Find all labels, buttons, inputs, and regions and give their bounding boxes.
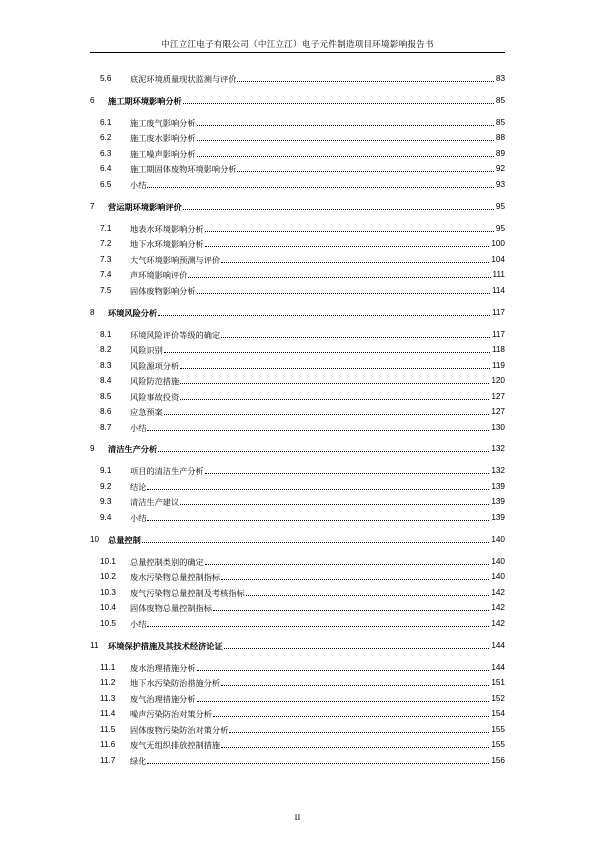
- toc-entry-page: 118: [491, 345, 505, 354]
- toc-entry-page: 139: [491, 482, 505, 491]
- toc-entry-page: 155: [491, 740, 505, 749]
- toc-entry-title: 环境风险分析: [108, 308, 158, 318]
- toc-entry-title: 废气治理措施分析: [130, 694, 196, 704]
- toc-section-entry[interactable]: [90, 752, 505, 766]
- page-number: II: [294, 812, 301, 822]
- toc-dot-leader: [180, 399, 489, 400]
- toc-entry-number: 7.2: [100, 239, 112, 248]
- toc-entry-number: 6.3: [100, 149, 112, 158]
- toc-dot-leader: [147, 489, 489, 490]
- toc-dot-leader: [180, 383, 489, 384]
- toc-dot-leader: [197, 293, 490, 294]
- toc-section-entry[interactable]: [90, 266, 505, 280]
- toc-section-entry[interactable]: [90, 509, 505, 523]
- toc-section-entry[interactable]: [90, 129, 505, 143]
- toc-entry-page: 132: [491, 444, 505, 453]
- toc-section-entry[interactable]: [90, 220, 505, 234]
- toc-entry-title: 风险防范措施: [130, 376, 180, 386]
- toc-dot-leader: [237, 81, 493, 82]
- toc-entry-number: 11.5: [100, 725, 116, 734]
- toc-entry-title: 风险源项分析: [130, 361, 180, 371]
- toc-section-entry[interactable]: [90, 176, 505, 190]
- toc-section-entry[interactable]: [90, 721, 505, 735]
- toc-dot-leader: [183, 209, 494, 210]
- toc-entry-title: 营运期环境影响评价: [108, 202, 182, 212]
- toc-dot-leader: [197, 156, 494, 157]
- toc-entry-page: 144: [491, 641, 505, 650]
- toc-entry-number: 6.1: [100, 118, 112, 127]
- toc-entry-number: 8.1: [100, 330, 112, 339]
- toc-entry-title: 绿化: [130, 756, 147, 766]
- toc-entry-number: 11.3: [100, 694, 116, 703]
- toc-section-entry[interactable]: [90, 615, 505, 629]
- toc-entry-number: 11.2: [100, 678, 116, 687]
- toc-entry-page: 111: [492, 270, 505, 279]
- toc-entry-number: 8.5: [100, 392, 112, 401]
- toc-entry-number: 9.1: [100, 466, 112, 475]
- toc-entry-number: 10.3: [100, 588, 116, 597]
- toc-entry-page: 88: [495, 133, 505, 142]
- toc-entry-page: 151: [491, 678, 505, 687]
- toc-entry-title: 环境风险评价等级的确定: [130, 330, 221, 340]
- toc-entry-page: 156: [491, 756, 505, 765]
- toc-entry-number: 8: [90, 308, 95, 317]
- toc-entry-number: 11.4: [100, 709, 116, 718]
- toc-section-entry[interactable]: [90, 462, 505, 476]
- toc-dot-leader: [221, 337, 490, 338]
- toc-entry-title: 地表水环境影响分析: [130, 224, 204, 234]
- toc-entry-title: 大气环境影响预测与评价: [130, 255, 221, 265]
- toc-dot-leader: [147, 626, 489, 627]
- toc-section-entry[interactable]: [90, 553, 505, 567]
- toc-chapter-entry[interactable]: [90, 92, 505, 106]
- toc-entry-number: 9.4: [100, 513, 112, 522]
- toc-dot-leader: [197, 125, 494, 126]
- toc-entry-page: 140: [491, 572, 505, 581]
- toc-dot-leader: [221, 262, 489, 263]
- toc-dot-leader: [237, 171, 493, 172]
- toc-chapter-entry[interactable]: [90, 531, 505, 545]
- toc-entry-number: 6.5: [100, 180, 112, 189]
- toc-entry-page: 95: [495, 224, 505, 233]
- toc-dot-leader: [147, 430, 489, 431]
- toc-entry-page: 139: [491, 497, 505, 506]
- toc-entry-title: 清洁生产建议: [130, 497, 180, 507]
- toc-entry-number: 9: [90, 444, 95, 453]
- toc-entry-page: 85: [495, 96, 505, 105]
- toc-dot-leader: [158, 315, 490, 316]
- toc-entry-title: 施工废水影响分析: [130, 133, 196, 143]
- toc-entry-page: 100: [491, 239, 505, 248]
- toc-entry-title: 地下水环境影响分析: [130, 239, 204, 249]
- toc-entry-page: 132: [491, 466, 505, 475]
- toc-entry-page: 140: [491, 535, 505, 544]
- toc-entry-title: 固体废物总量控制指标: [130, 603, 212, 613]
- toc-entry-title: 小结: [130, 513, 147, 523]
- toc-entry-page: 117: [491, 308, 505, 317]
- toc-entry-number: 8.3: [100, 361, 112, 370]
- toc-dot-leader: [205, 246, 490, 247]
- toc-entry-number: 6: [90, 96, 95, 105]
- toc-dot-leader: [188, 277, 490, 278]
- toc-entry-page: 85: [495, 118, 505, 127]
- toc-dot-leader: [221, 747, 489, 748]
- toc-dot-leader: [205, 231, 494, 232]
- toc-entry-number: 5.6: [100, 74, 112, 83]
- toc-section-entry[interactable]: [90, 160, 505, 174]
- toc-dot-leader: [221, 579, 489, 580]
- toc-dot-leader: [224, 648, 490, 649]
- toc-section-entry[interactable]: [90, 705, 505, 719]
- toc-entry-title: 废水治理措施分析: [130, 663, 196, 673]
- toc-section-entry[interactable]: [90, 70, 505, 84]
- toc-entry-number: 10.2: [100, 572, 116, 581]
- toc-dot-leader: [213, 716, 489, 717]
- toc-entry-number: 7.1: [100, 224, 112, 233]
- toc-entry-page: 117: [491, 330, 505, 339]
- toc-entry-number: 10.4: [100, 603, 116, 612]
- toc-entry-number: 8.6: [100, 407, 112, 416]
- toc-entry-title: 底泥环境质量现状监测与评价: [130, 74, 237, 84]
- toc-section-entry[interactable]: [90, 326, 505, 340]
- toc-entry-title: 废气无组织排放控制措施: [130, 740, 221, 750]
- toc-entry-page: 152: [491, 694, 505, 703]
- toc-entry-title: 废水污染物总量控制指标: [130, 572, 221, 582]
- toc-entry-number: 7: [90, 202, 95, 211]
- toc-dot-leader: [205, 564, 490, 565]
- toc-section-entry[interactable]: [90, 493, 505, 507]
- toc-entry-title: 施工期环境影响分析: [108, 96, 182, 106]
- toc-entry-title: 地下水污染防治措施分析: [130, 678, 221, 688]
- toc-section-entry[interactable]: [90, 659, 505, 673]
- toc-chapter-entry[interactable]: [90, 198, 505, 212]
- toc-entry-number: 10: [90, 535, 100, 544]
- toc-entry-page: 119: [491, 361, 505, 370]
- toc-dot-leader: [158, 451, 489, 452]
- toc-chapter-entry[interactable]: [90, 440, 505, 454]
- toc-entry-number: 8.2: [100, 345, 112, 354]
- toc-chapter-entry[interactable]: [90, 304, 505, 318]
- toc-dot-leader: [221, 685, 489, 686]
- toc-entry-number: 10.1: [100, 557, 116, 566]
- toc-entry-page: 142: [491, 603, 505, 612]
- toc-entry-page: 127: [491, 407, 505, 416]
- toc-section-entry[interactable]: [90, 736, 505, 750]
- toc-section-entry[interactable]: [90, 251, 505, 265]
- toc-dot-leader: [147, 520, 489, 521]
- toc-entry-title: 清洁生产分析: [108, 444, 158, 454]
- toc-entry-number: 9.2: [100, 482, 112, 491]
- toc-dot-leader: [164, 352, 490, 353]
- toc-dot-leader: [164, 414, 490, 415]
- toc-entry-number: 9.3: [100, 497, 112, 506]
- toc-entry-page: 142: [491, 619, 505, 628]
- toc-entry-title: 项目的清洁生产分析: [130, 466, 204, 476]
- toc-entry-title: 风险识别: [130, 345, 163, 355]
- toc-entry-title: 施工期固体废物环境影响分析: [130, 164, 237, 174]
- toc-entry-page: 155: [491, 725, 505, 734]
- toc-entry-title: 应急预案: [130, 407, 163, 417]
- toc-section-entry[interactable]: [90, 388, 505, 402]
- toc-dot-leader: [229, 732, 489, 733]
- toc-section-entry[interactable]: [90, 114, 505, 128]
- toc-section-entry[interactable]: [90, 282, 505, 296]
- toc-entry-page: 144: [491, 663, 505, 672]
- page-header-title: 中江立江电子有限公司（中江立江）电子元件制造项目环境影响报告书: [161, 40, 434, 50]
- toc-dot-leader: [180, 368, 490, 369]
- toc-chapter-entry[interactable]: [90, 637, 505, 651]
- toc-dot-leader: [205, 473, 490, 474]
- toc-entry-number: 7.3: [100, 255, 112, 264]
- toc-dot-leader: [197, 670, 490, 671]
- toc-entry-title: 小结: [130, 180, 147, 190]
- toc-section-entry[interactable]: [90, 145, 505, 159]
- toc-entry-title: 废气污染物总量控制及考核指标: [130, 588, 245, 598]
- toc-entry-title: 小结: [130, 619, 147, 629]
- toc-entry-number: 6.4: [100, 164, 112, 173]
- toc-entry-title: 风险事故投资: [130, 392, 180, 402]
- toc-entry-page: 154: [491, 709, 505, 718]
- toc-entry-page: 142: [491, 588, 505, 597]
- toc-entry-title: 总量控制类别的确定: [130, 557, 204, 567]
- toc-entry-number: 10.5: [100, 619, 116, 628]
- toc-entry-title: 噪声污染防治对策分析: [130, 709, 212, 719]
- toc-entry-page: 130: [491, 423, 505, 432]
- toc-section-entry[interactable]: [90, 478, 505, 492]
- toc-entry-page: 140: [491, 557, 505, 566]
- toc-entry-title: 固体废物污染防治对策分析: [130, 725, 229, 735]
- toc-dot-leader: [147, 187, 494, 188]
- toc-entry-number: 11.6: [100, 740, 116, 749]
- toc-dot-leader: [142, 542, 490, 543]
- toc-section-entry[interactable]: [90, 690, 505, 704]
- toc-entry-number: 11.1: [100, 663, 116, 672]
- toc-entry-title: 施工噪声影响分析: [130, 149, 196, 159]
- toc-entry-title: 结论: [130, 482, 147, 492]
- toc-dot-leader: [213, 610, 489, 611]
- toc-section-entry[interactable]: [90, 403, 505, 417]
- toc-entry-page: 120: [491, 376, 505, 385]
- toc-entry-title: 声环境影响评价: [130, 270, 188, 280]
- toc-dot-leader: [197, 701, 490, 702]
- toc-entry-page: 95: [495, 202, 505, 211]
- toc-section-entry[interactable]: [90, 568, 505, 582]
- toc-entry-title: 总量控制: [108, 535, 141, 545]
- header-rule: [90, 52, 505, 53]
- toc-entry-page: 114: [491, 286, 505, 295]
- toc-section-entry[interactable]: [90, 419, 505, 433]
- toc-entry-number: 11.7: [100, 756, 116, 765]
- toc-section-entry[interactable]: [90, 235, 505, 249]
- toc-entry-title: 小结: [130, 423, 147, 433]
- toc-entry-number: 7.5: [100, 286, 112, 295]
- toc-section-entry[interactable]: [90, 584, 505, 598]
- toc-entry-number: 11: [90, 641, 99, 650]
- toc-entry-title: 环境保护措施及其技术经济论证: [108, 641, 223, 651]
- toc-dot-leader: [246, 595, 490, 596]
- toc-entry-number: 7.4: [100, 270, 112, 279]
- toc-section-entry[interactable]: [90, 674, 505, 688]
- toc-section-entry[interactable]: [90, 357, 505, 371]
- toc-entry-title: 固体废物影响分析: [130, 286, 196, 296]
- toc-section-entry[interactable]: [90, 599, 505, 613]
- toc-entry-page: 92: [495, 164, 505, 173]
- toc-entry-page: 104: [491, 255, 505, 264]
- toc-entry-number: 8.7: [100, 423, 112, 432]
- toc-dot-leader: [197, 140, 494, 141]
- toc-section-entry[interactable]: [90, 372, 505, 386]
- toc-dot-leader: [147, 763, 489, 764]
- toc-section-entry[interactable]: [90, 341, 505, 355]
- toc-dot-leader: [183, 103, 494, 104]
- toc-entry-page: 83: [495, 74, 505, 83]
- toc-entry-title: 施工废气影响分析: [130, 118, 196, 128]
- toc-entry-page: 127: [491, 392, 505, 401]
- toc-entry-page: 139: [491, 513, 505, 522]
- toc-entry-page: 93: [495, 180, 505, 189]
- toc-dot-leader: [180, 504, 489, 505]
- toc-entry-number: 6.2: [100, 133, 112, 142]
- toc-entry-page: 89: [495, 149, 505, 158]
- toc-entry-number: 8.4: [100, 376, 112, 385]
